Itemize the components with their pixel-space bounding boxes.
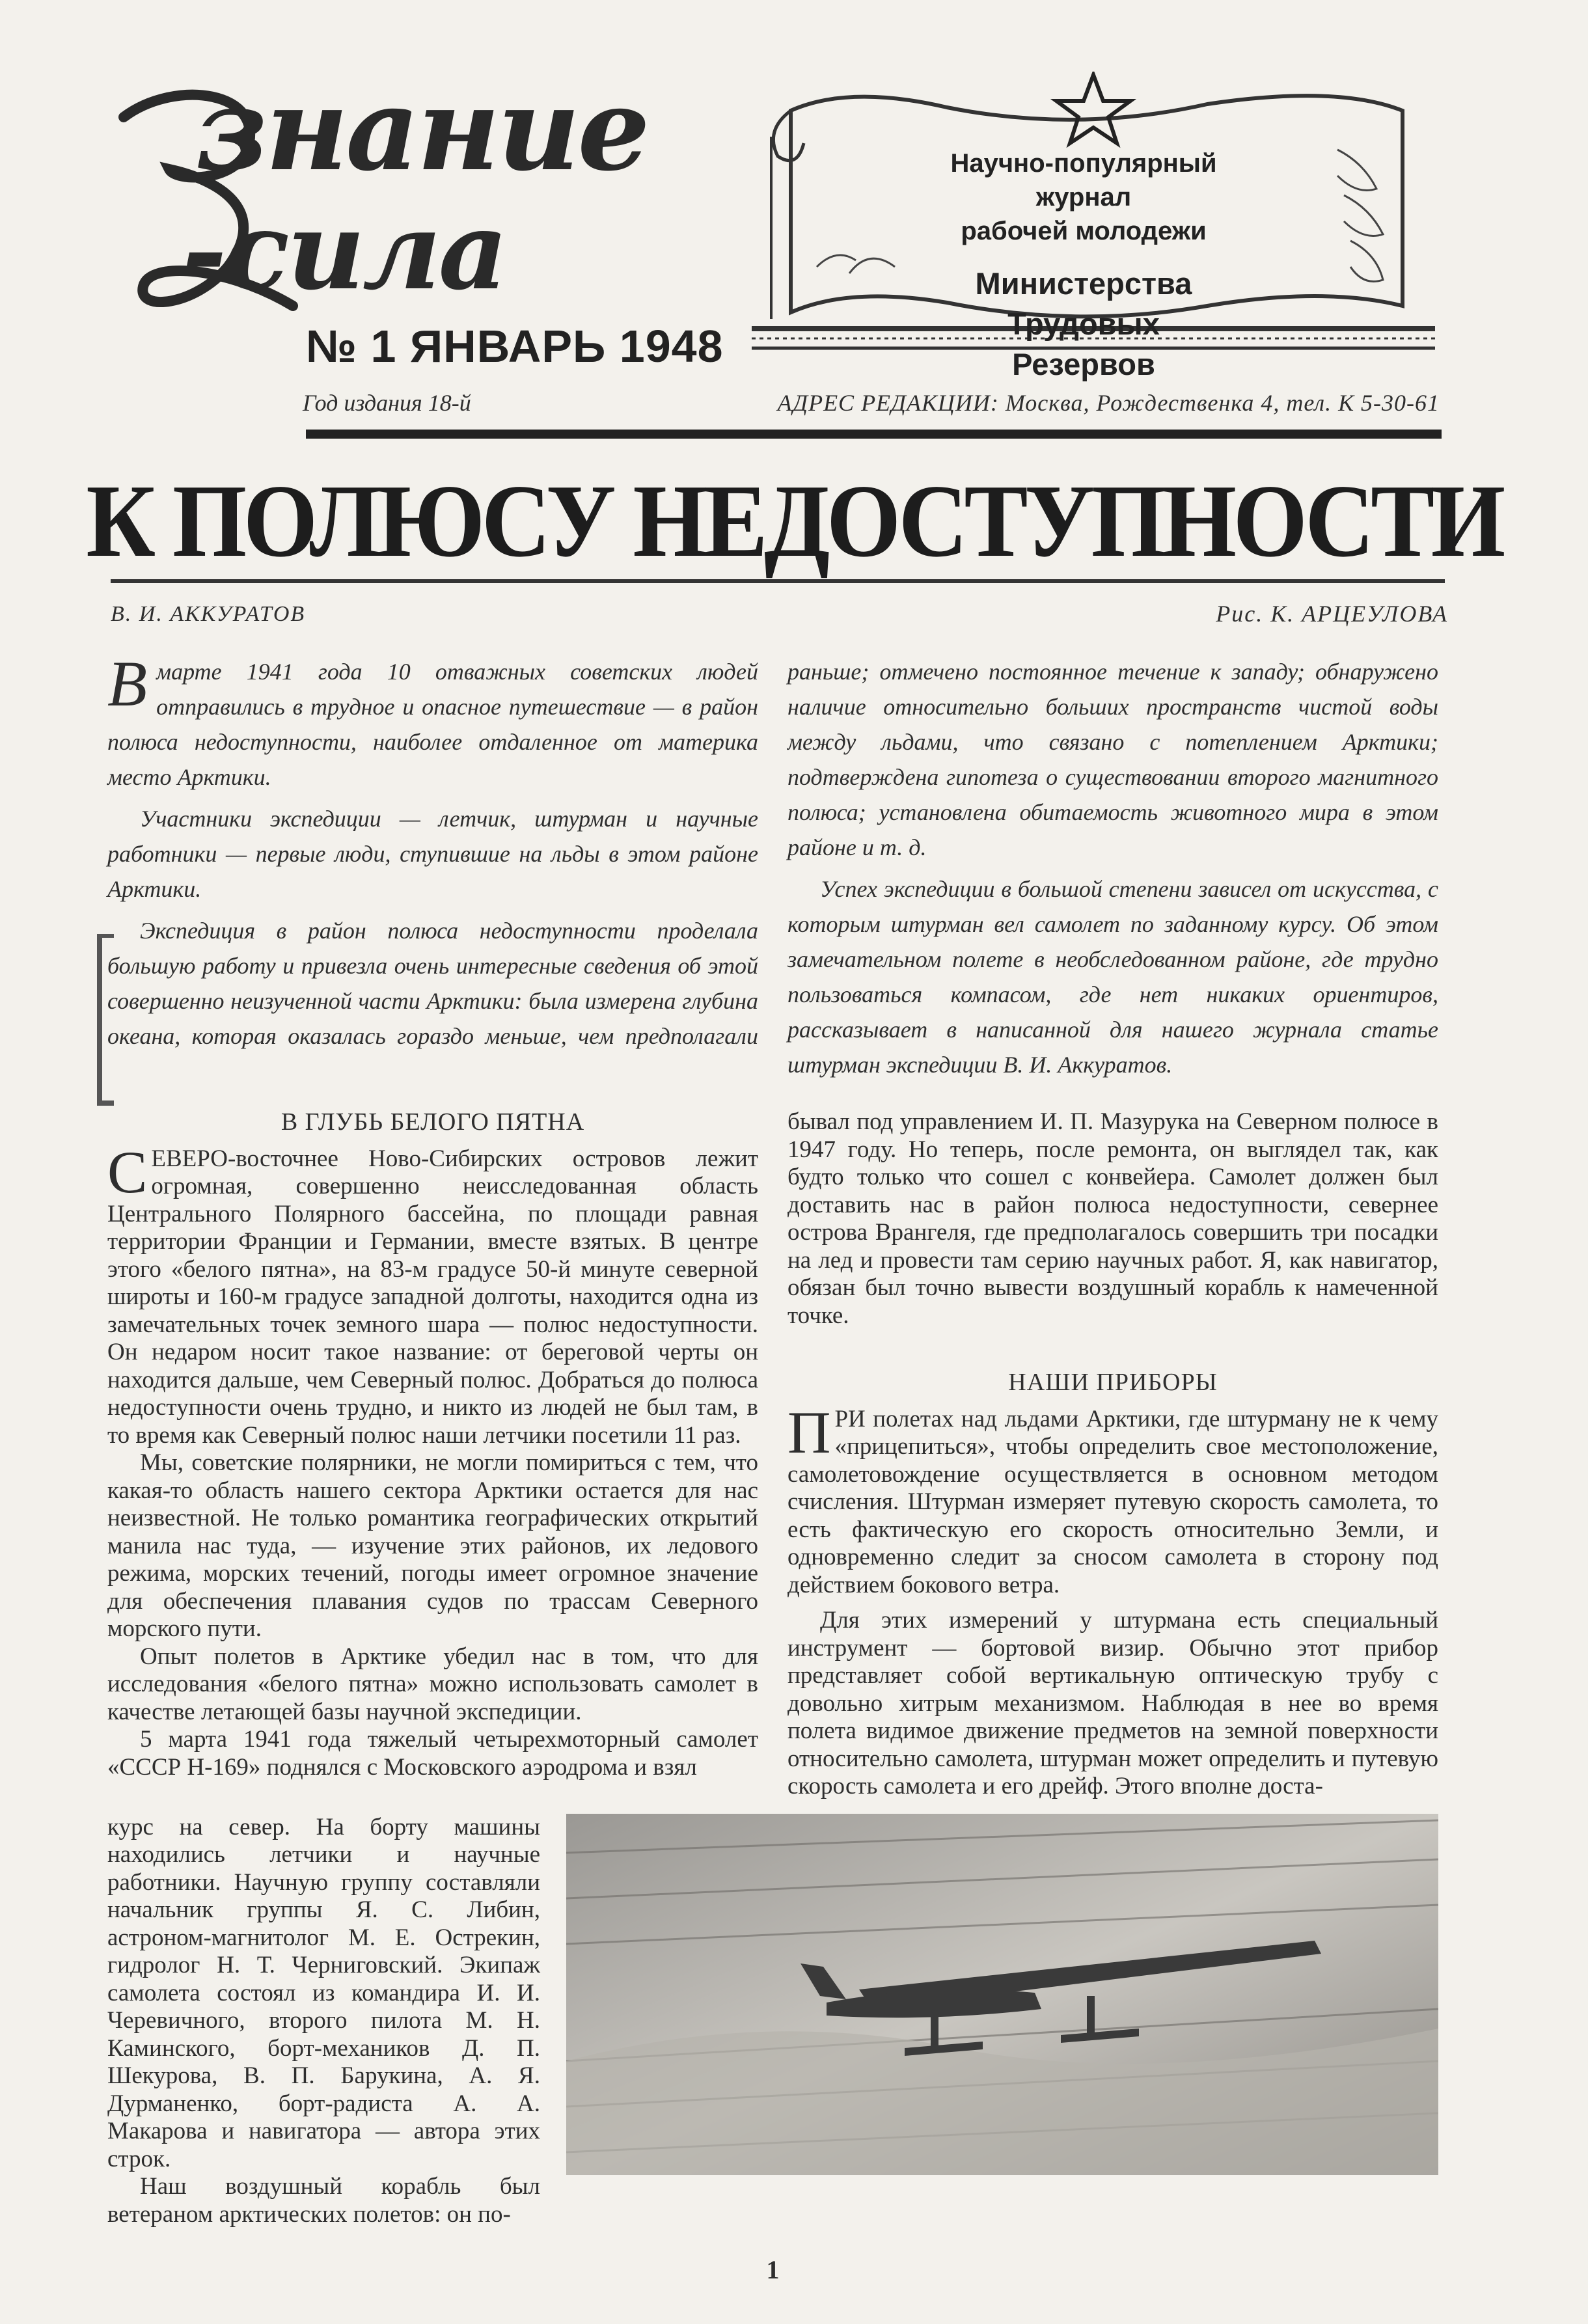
body-paragraph: 5 марта 1941 года тяжелый четырехмоторный самолет «СССР Н-169» поднялся с Московского аэродрома и взял: [107, 1726, 758, 1781]
body-text: РИ полетах над льдами Арктики, где штурману не к чему «прицепиться», чтобы определить свое местоположение, самолетовождение осуществляется в основном методом счисления. Штурман измеряет путевую скорость самолета, то есть фактическую его скорость относительно Земли, и одновременно следит за сносом самолета в сторону под действием бокового ветра.: [787, 1405, 1438, 1598]
editorial-address: АДРЕС РЕДАКЦИИ: Москва, Рождественка 4, тел. К 5-30-61: [777, 390, 1440, 416]
logo-word-sila: -сила: [182, 187, 506, 314]
banner-publisher-line1: Министерства Трудовых: [975, 266, 1192, 341]
body-column-left: [107, 1108, 758, 1801]
issue-number: № 1 ЯНВАРЬ 1948: [306, 321, 724, 372]
body-paragraph: [787, 1399, 1438, 1600]
section-dropcap: С: [107, 1138, 148, 1205]
body-paragraph: Мы, советские полярники, не могли помириться с тем, что какая-то область нашего сектора Арктики остается для нас неизвестной. Не только романтика географических открытий манила нас туда, — изучение этих районов, их ледового режима, морских течений, погоды имеет огромное значение для обеспечения плавания судов по трассам Северного морского пути.: [107, 1449, 758, 1642]
body-paragraph: бывал под управлением И. П. Мазурука на Северном полюсе в 1947 году. Но теперь, после ремонта, он выглядел так, как будто только что сошел с конвейера. Самолет должен был доставить нас в район полюса недоступности, севернее острова Врангеля, где предполагалось совершить три посадки на лед и провести там серию научных работ. Я, как навигатор, обязан был точно вывести воздушный корабль к намеченной точке.: [787, 1108, 1438, 1329]
body-text: ЕВЕРО-восточнее Ново-Сибирских островов лежит огромная, совершенно неисследованная область Центрального Полярного бассейна, по площади равная территории Франции и Германии, вместе взятых. В центре этого «белого пятна», на 83-м градусе 50-й минуте северной широты и 160-м градусе западной долготы, находится одна из замечательных точек земного шара — полюс недоступности. Он недаром носит такое название: от береговой черты он находится дальше, чем Северный полюс. Добраться до полюса недоступности очень трудно, и никто из людей не был там, в то время как Северный полюс наши летчики посетили 11 раз.: [107, 1145, 758, 1449]
logo-word-znanie: знание: [195, 63, 648, 197]
article-body: [107, 0, 1438, 2324]
body-paragraph: Опыт полетов в Арктике убедил нас в том, что для исследования «белого пятна» можно использовать самолет в качестве летающей базы научной экспедиции.: [107, 1643, 758, 1725]
body-paragraph: курс на север. На борту машины находились летчики и научные работники. Научную группу составляли начальник группы Я. С. Либин, астроном-магнитолог М. Е. Острекин, гидролог Н. Т. Черниговский. Экипаж самолета состоял из командира И. И. Черевичного, второго пилота М. Н. Каминского, борт-механиков Д. П. Шекурова, В. П. Барукина, А. Я. Дурманенко, борт-радиста А. А. Макарова и навигатора — автора этих строк.: [107, 1813, 540, 2172]
margin-bracket-mark: [97, 934, 114, 1106]
section-dropcap: П: [787, 1399, 831, 1466]
article-illustrator: Рис. К. АРЦЕУЛОВА: [1216, 601, 1448, 627]
airplane-over-ice-illustration: [566, 1814, 1438, 2175]
airplane-illustration-icon: [566, 1814, 1438, 2175]
page-number: 1: [766, 2255, 780, 2284]
body-bottom-row: [107, 1814, 1438, 2229]
section-heading: НАШИ ПРИБОРЫ: [1008, 1369, 1218, 1396]
body-paragraph: Для этих измерений у штурмана есть специальный инструмент — бортовой визир. Обычно этот прибор представляет собой вертикальную оптическую трубу с довольно хитрым механизмом. Наблюдая в нее во время полета видимое движение предметов на земной поверхности относительно самолета, штурман может определить и путевую скорость самолета и его дрейф. Этого вполне доста-: [787, 1607, 1438, 1799]
intro-paragraph: Экспедиция в район полюса недоступности проделала большую работу и привезла очень интересные сведения об этой совершенно неизученной части Арктики: была измерена глубина океана, которая оказалась гораздо меньше, чем предполагали раньше; отмечено постоянное течение к западу; обнаружено наличие относительно больших пространств чистой воды между льдами, что связано с потеплением Арктики; подтверждена гипотеза о существовании второго магнитного полюса; установлена обитаемость животного мира в этом районе и т. д.: [107, 659, 1438, 1049]
body-column-right: [787, 1108, 1438, 1801]
body-paragraph: Наш воздушный корабль был ветераном арктических полетов: он по-: [107, 2173, 540, 2228]
article-title: К ПОЛЮСУ НЕДОСТУПНОСТИ: [86, 463, 1502, 579]
publication-year: Год издания 18-й: [303, 390, 471, 416]
body-paragraph: [107, 1138, 758, 1450]
banner-publisher-line2: Резервов: [1012, 347, 1155, 381]
intro-paragraph: [107, 648, 758, 795]
article-author: В. И. АККУРАТОВ: [111, 602, 306, 626]
body-columns: [107, 1108, 1438, 1801]
body-column-narrow: [107, 1814, 540, 2229]
intro-paragraph: Участники экспедиции — летчик, штурман и научные работники — первые люди, ступившие на льды в этом районе Арктики.: [107, 806, 758, 902]
intro-columns: [107, 648, 1438, 1082]
banner-subtitle-line1: Научно-популярный журнал: [950, 149, 1217, 212]
banner-subtitle-line2: рабочей молодежи: [961, 217, 1207, 245]
intro-text: марте 1941 года 10 отважных советских людей отправились в трудное и опасное путешествие — в район полюса недоступности, наиболее отдаленное от материка место Арктики.: [107, 659, 758, 790]
section-heading: В ГЛУБЬ БЕЛОГО ПЯТНА: [281, 1108, 585, 1136]
intro-dropcap: В: [107, 648, 148, 720]
intro-paragraph: Успех экспедиции в большой степени зависел от искусства, с которым штурман вел самолет по заданному курсу. Об этом замечательном полете в необследованном районе, где трудно пользоваться компасом, где нет никаких ориентиров, рассказывает в написанной для нашего журнала статье штурман экспедиции В. И. Аккуратов.: [787, 876, 1438, 1078]
